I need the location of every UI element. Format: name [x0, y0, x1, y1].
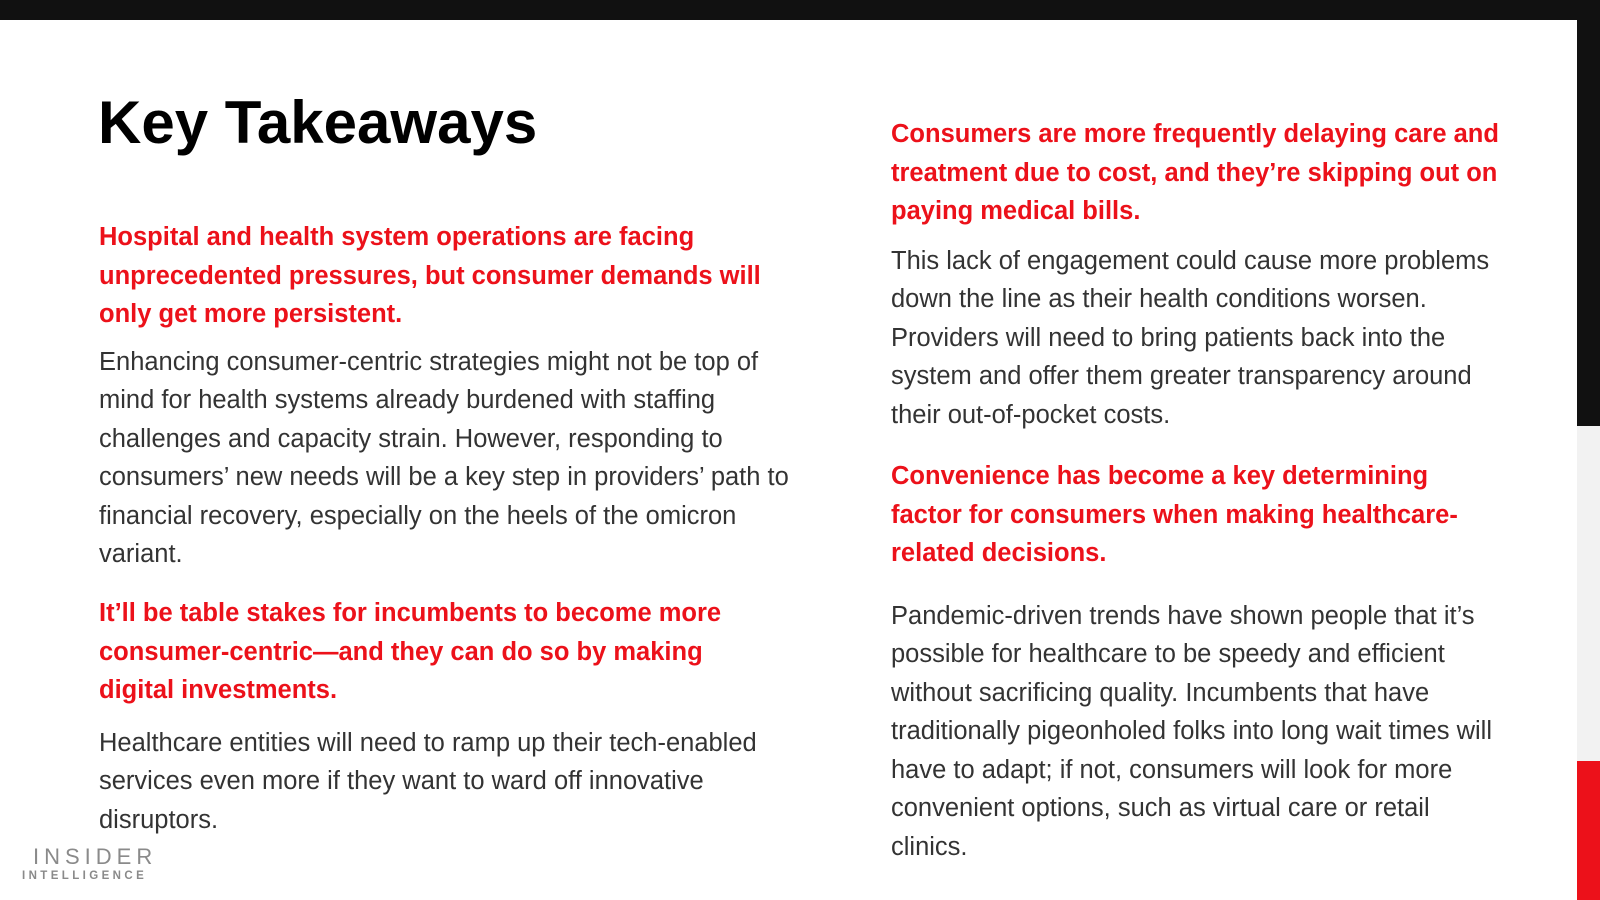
page-title: Key Takeaways: [98, 89, 538, 156]
top-bar: [0, 0, 1600, 20]
insider-intelligence-logo: [22, 844, 157, 882]
section-body: This lack of engagement could cause more problems down the line as their health conditions worsen. Providers will need to bring patients back into the system and offer them greater transparency around their out-of-pocket costs.: [891, 246, 1490, 429]
section-heading: Consumers are more frequently delaying care and treatment due to cost, and they’re skipping out on paying medical bills.: [891, 120, 1499, 225]
left-section-2: [99, 594, 819, 839]
logo-line-2: INTELLIGENCE: [22, 870, 148, 882]
section-heading: Convenience has become a key determining factor for consumers when making healthcare-related decisions.: [891, 462, 1458, 567]
right-section-2: [891, 457, 1600, 866]
section-body: Pandemic-driven trends have shown people that it’s possible for healthcare to be speedy and efficient without sacrificing quality. Incumbents that have traditionally pigeonholed folks into long wait times will have to adapt; if not, consumers will look for more convenient options, such as virtual care or retail clinics.: [891, 601, 1492, 861]
logo-line-1: INSIDER: [33, 844, 158, 869]
section-body: Healthcare entities will need to ramp up their tech-enabled services even more if they want to ward off innovative disruptors.: [99, 728, 757, 834]
section-heading: Hospital and health system operations are facing unprecedented pressures, but consumer demands will only get more persistent.: [99, 223, 761, 328]
section-heading: It’ll be table stakes for incumbents to become more consumer-centric—and they can do so by making digital investments.: [99, 599, 722, 704]
section-body: Enhancing consumer-centric strategies might not be top of mind for health systems already burdened with staffing challenges and capacity strain. However, responding to consumers’ new needs will be a key step in providers’ path to financial recovery, especially on the heels of the omicron variant.: [99, 347, 789, 568]
left-section-1: [99, 218, 819, 574]
right-section-1: [891, 115, 1600, 434]
